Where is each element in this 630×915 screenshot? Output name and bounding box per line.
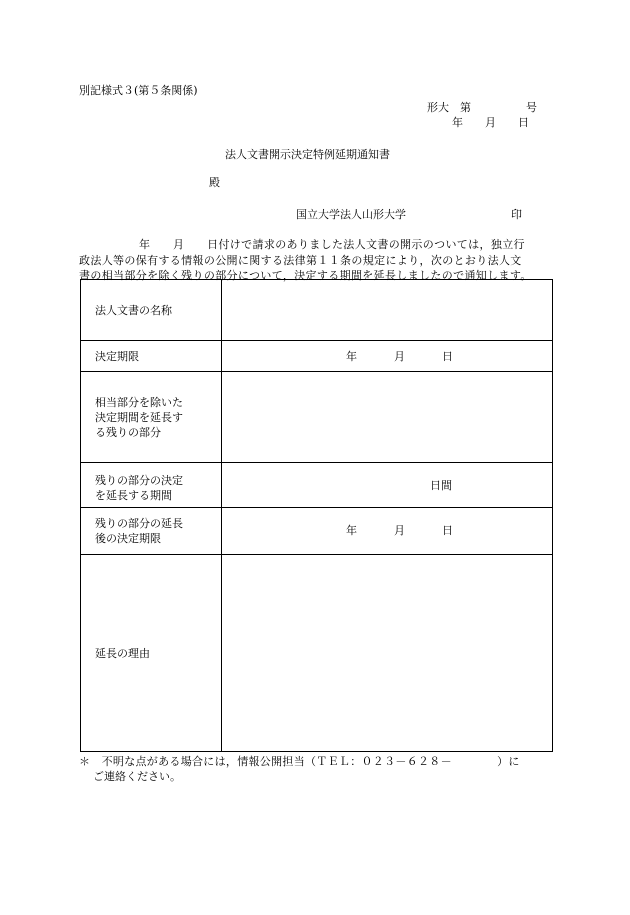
form-number: 別記様式３(第５条関係) <box>79 84 198 97</box>
year-label: 年 <box>346 350 357 363</box>
day-label: 日 <box>442 350 453 363</box>
label-line: 後の決定期限 <box>95 532 161 545</box>
label-line: 延長の理由 <box>95 646 150 660</box>
row-label <box>81 280 222 341</box>
row-label <box>81 555 222 752</box>
label-line: 決定期限 <box>95 349 139 363</box>
table-row <box>81 463 553 508</box>
row-label <box>81 508 222 555</box>
days-label: 日間 <box>430 479 452 492</box>
sender-name: 国立大学法人山形大学 <box>296 208 406 221</box>
notice-table <box>80 279 553 752</box>
label-line: 残りの部分の決定 <box>95 474 183 487</box>
document-number: 形大 第 号 <box>427 101 537 114</box>
label-line: 法人文書の名称 <box>95 303 172 317</box>
table-row <box>81 555 553 752</box>
body-line-1: 年 月 日付けで請求のありました法人文書の開示のついては，独立行 <box>139 238 525 251</box>
extended-deadline-field[interactable] <box>222 508 553 555</box>
addressee-honorific: 殿 <box>209 176 220 189</box>
table-row <box>81 372 553 463</box>
table-row <box>81 280 553 341</box>
document-date: 年 月 日 <box>452 116 529 129</box>
document-title: 法人文書開示決定特例延期通知書 <box>225 148 390 161</box>
row-label <box>81 463 222 508</box>
row-label <box>81 372 222 463</box>
seal-mark: 印 <box>511 208 522 221</box>
year-label: 年 <box>346 524 357 537</box>
label-line: を延長する期間 <box>95 489 172 502</box>
extension-period-field[interactable] <box>222 463 553 508</box>
row-label <box>81 341 222 372</box>
label-line: 決定期間を延長す <box>95 410 183 424</box>
footer-note-line-1: ＊ 不明な点がある場合には，情報公開担当（ＴＥＬ：０２３－６２８－ ）に <box>79 755 520 768</box>
extension-reason-field[interactable] <box>222 555 553 752</box>
day-label: 日 <box>442 524 453 537</box>
document-name-field[interactable] <box>222 280 553 341</box>
remaining-part-field[interactable] <box>222 372 553 463</box>
table-row <box>81 508 553 555</box>
label-line: 残りの部分の延長 <box>95 517 183 530</box>
body-line-2: 政法人等の保有する情報の公開に関する法律第１１条の規定により，次のとおり法人文 <box>79 254 522 267</box>
table-row <box>81 341 553 372</box>
month-label: 月 <box>394 350 405 363</box>
decision-deadline-field[interactable] <box>222 341 553 372</box>
month-label: 月 <box>394 524 405 537</box>
label-line: 相当部分を除いた <box>95 395 183 409</box>
footer-note-line-2: ご連絡ください。 <box>93 770 181 783</box>
body-line-3: 書の相当部分を除く残りの部分について，決定する期間を延長しましたので通知します。 <box>79 269 532 282</box>
label-line: る残りの部分 <box>95 425 161 439</box>
